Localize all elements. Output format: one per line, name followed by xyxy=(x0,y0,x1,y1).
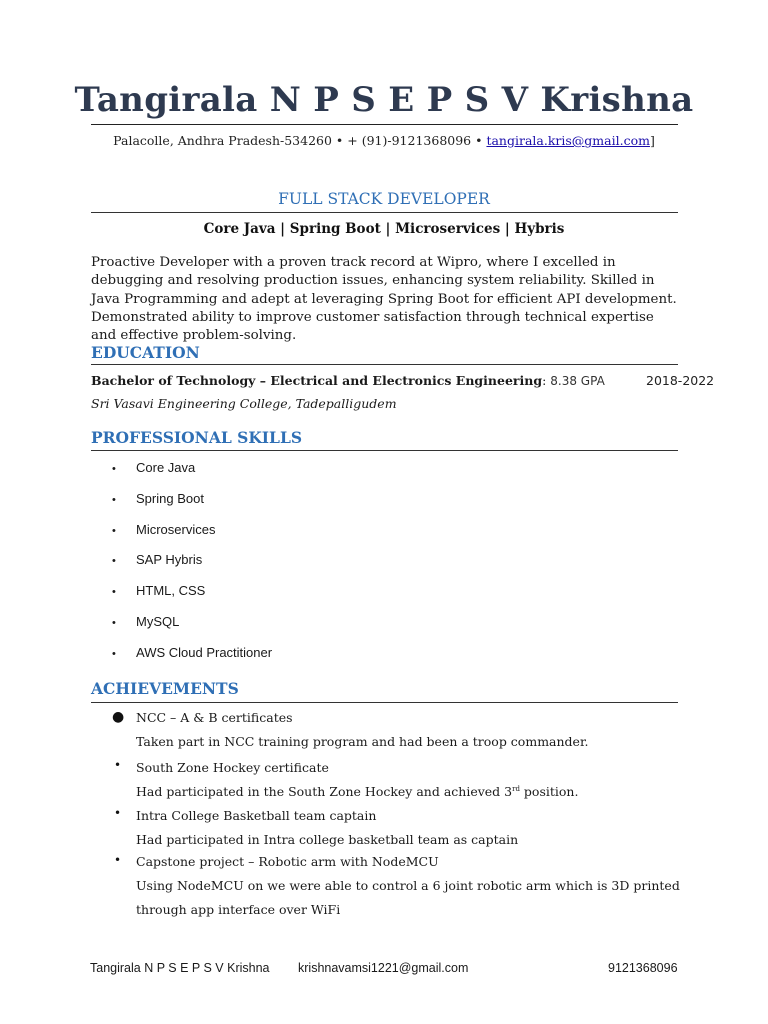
address-phone: Palacolle, Andhra Pradesh-534260 • + (91)-9121368096 • xyxy=(113,133,487,148)
footer-email: krishnavamsi1221@gmail.com xyxy=(298,961,469,975)
education-divider xyxy=(91,364,678,365)
achievements-divider xyxy=(91,702,678,703)
skill-item xyxy=(112,583,205,601)
education-dates: 2018-2022 xyxy=(646,373,715,388)
achievement-title: Capstone project – Robotic arm with NodeMCU xyxy=(136,854,439,869)
skill-bullet: • xyxy=(112,555,116,568)
degree-line xyxy=(91,373,651,388)
gpa-separator: : xyxy=(542,373,551,388)
header-divider xyxy=(91,124,678,125)
skill-bullet: • xyxy=(112,617,116,629)
achievement-detail: Had participated in Intra college basketball team as captain xyxy=(136,832,519,847)
skill-label: Spring Boot xyxy=(136,490,204,506)
skill-item xyxy=(112,491,204,509)
achievement-bullet: • xyxy=(114,853,122,867)
email-link[interactable]: tangirala.kris@gmail.com xyxy=(486,133,650,148)
skill-label: SAP Hybris xyxy=(136,552,203,568)
education-heading: EDUCATION xyxy=(91,343,200,362)
degree-name: Bachelor of Technology – Electrical and Electronics Engineering xyxy=(91,373,543,388)
achievement-bullet: • xyxy=(114,758,122,772)
achievement-detail: Taken part in NCC training program and had been a troop commander. xyxy=(136,734,589,749)
achievement-title: Intra College Basketball team captain xyxy=(136,808,377,823)
skill-label: Core Java xyxy=(136,460,196,475)
footer-phone: 9121368096 xyxy=(608,961,678,975)
footer-name: Tangirala N P S E P S V Krishna xyxy=(90,961,270,975)
achievement-bullet: • xyxy=(114,806,122,820)
detail-text: position. xyxy=(519,784,579,799)
gpa-value: 8.38 GPA xyxy=(550,374,605,388)
skill-item xyxy=(112,460,195,478)
achievements-heading: ACHIEVEMENTS xyxy=(91,679,239,698)
skill-bullet: • xyxy=(112,647,116,660)
skill-label: Microservices xyxy=(136,521,216,537)
achievement-title: NCC – A & B certificates xyxy=(136,710,293,725)
skills-divider xyxy=(91,450,678,451)
skill-label: HTML, CSS xyxy=(136,583,206,599)
contact-trailing-bracket: ] xyxy=(649,133,655,148)
ordinal-suffix: rd xyxy=(512,784,520,793)
skill-bullet: • xyxy=(112,586,116,599)
role-divider xyxy=(91,212,678,213)
skill-bullet: • xyxy=(112,524,116,537)
role-title: FULL STACK DEVELOPER xyxy=(278,190,490,208)
skill-item xyxy=(112,645,272,663)
candidate-name: Tangirala N P S E P S V Krishna xyxy=(74,80,694,120)
summary-paragraph: Proactive Developer with a proven track record at Wipro, where I excelled in debugging and resolving production issues, enhancing system reliability. Skilled in Java Programming and adept at leveraging Spring Boot for efficient API development. Demonstrated ability to improve customer satisfaction through technical expertise and effective problem-solving. xyxy=(91,255,677,344)
achievement-detail: through app interface over WiFi xyxy=(136,902,341,917)
skill-label: AWS Cloud Practitioner xyxy=(136,644,273,660)
achievement-detail: Using NodeMCU on we were able to control a 6 joint robotic arm which is 3D printed xyxy=(136,878,680,893)
skill-item xyxy=(112,552,202,570)
skill-item xyxy=(112,614,179,632)
skill-label: MySQL xyxy=(136,614,180,629)
contact-line xyxy=(0,133,768,148)
tech-stack-line: Core Java | Spring Boot | Microservices | Hybris xyxy=(203,221,565,237)
skill-item xyxy=(112,522,215,540)
achievement-title: South Zone Hockey certificate xyxy=(136,760,329,775)
skill-bullet: • xyxy=(112,493,116,506)
detail-text: Had participated in the South Zone Hockey and achieved 3 xyxy=(136,784,513,799)
achievement-bullet: ● xyxy=(112,709,125,725)
skill-bullet: • xyxy=(112,463,116,475)
achievement-detail xyxy=(136,784,578,799)
skills-heading: PROFESSIONAL SKILLS xyxy=(91,428,303,447)
college-name: Sri Vasavi Engineering College, Tadepalligudem xyxy=(91,396,397,411)
